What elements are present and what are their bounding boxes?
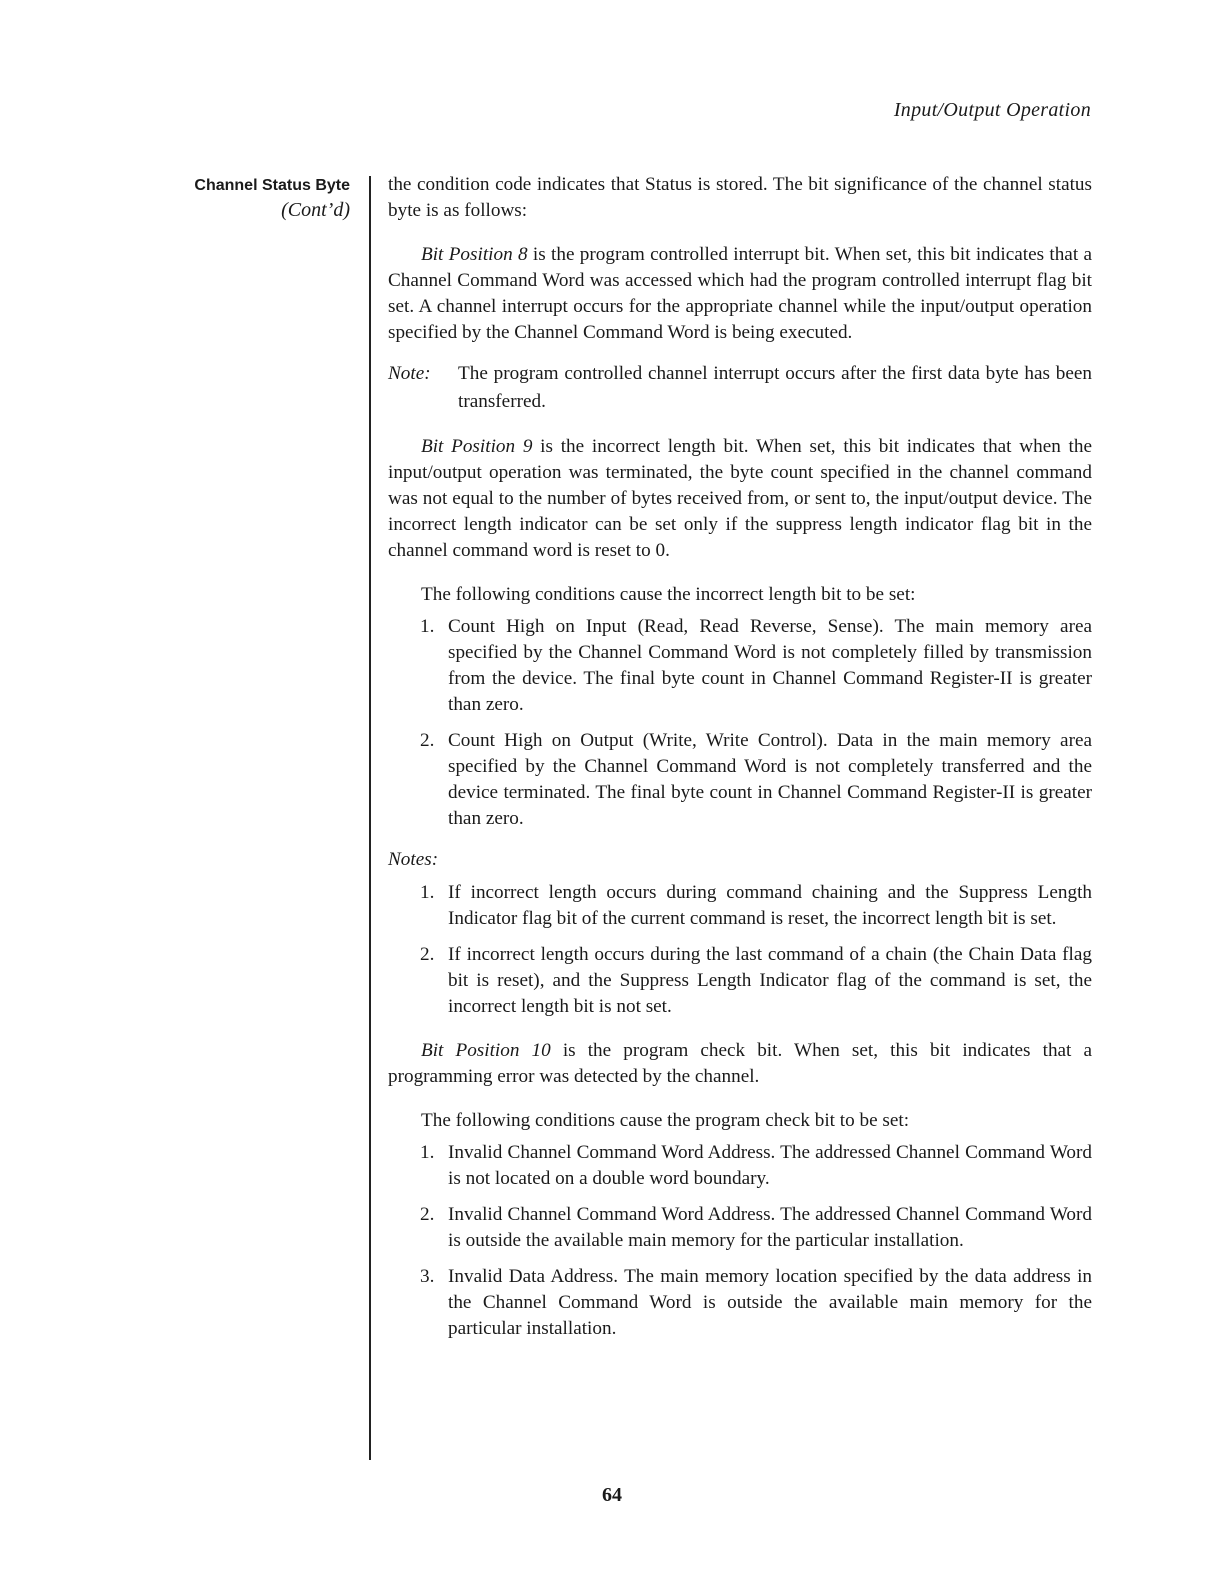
notes-label: Notes:: [388, 849, 439, 870]
margin-rule: [369, 176, 371, 1460]
intro-paragraph: the condition code indicates that Status is stored. The bit significance of the channel status byte is as follows:: [388, 174, 1092, 221]
list-item: [420, 1140, 1092, 1192]
program-check-conditions: [388, 1140, 1092, 1342]
note-text: The program controlled channel interrupt occurs after the first data byte has been transferred.: [458, 363, 1092, 412]
list-item-text: Invalid Channel Command Word Address. The addressed Channel Command Word is outside the available main memory for the particular installation.: [448, 1204, 1092, 1251]
side-heading-title: Channel Status Byte: [194, 177, 350, 194]
bit-9-paragraph: [388, 434, 1092, 564]
list-item: [420, 728, 1092, 832]
list-item-text: Count High on Output (Write, Write Control). Data in the main memory area specified by the Channel Command Word is not completely transferred and the device terminated. The final byte count in Channel Command Register-II is greater than zero.: [448, 730, 1092, 829]
side-heading-continued: (Cont’d): [281, 199, 350, 221]
bit-8-paragraph: [388, 242, 1092, 346]
body-column: [388, 172, 1092, 1342]
list-item-text: Invalid Channel Command Word Address. The addressed Channel Command Word is not located on a double word boundary.: [448, 1142, 1092, 1189]
note-pci: [388, 360, 1092, 416]
bit-9-text: is the incorrect length bit. When set, this bit indicates that when the input/output operation was terminated, the byte count specified in the channel command was not equal to the number of bytes received from, or sent to, the input/output device. The incorrect length indicator can be set only if the suppress length indicator flag bit in the channel command word is reset to 0.: [388, 436, 1092, 561]
incorrect-length-intro: The following conditions cause the incorrect length bit to be set:: [421, 584, 916, 605]
list-item: [420, 1202, 1092, 1254]
list-item-text: Count High on Input (Read, Read Reverse, Sense). The main memory area specified by the Channel Command Word is not completely filled by transmission from the device. The final byte count in Channel Command Register-II is greater than zero.: [448, 616, 1092, 715]
note-label: Note:: [388, 363, 431, 384]
list-item-number: 1.: [420, 882, 435, 903]
bit-9-label: Bit Position 9: [421, 436, 533, 457]
list-item-number: 1.: [420, 1142, 435, 1163]
list-item-number: 2.: [420, 944, 435, 965]
program-check-intro: The following conditions cause the program check bit to be set:: [421, 1110, 910, 1131]
list-item: [420, 1264, 1092, 1342]
bit-8-text: is the program controlled interrupt bit. When set, this bit indicates that a Channel Command Word was accessed which had the program controlled interrupt flag bit set. A channel interrupt occurs for the appropriate channel while the input/output operation specified by the Channel Command Word is being executed.: [388, 244, 1092, 343]
side-heading: [150, 176, 350, 224]
list-item-text: If incorrect length occurs during command chaining and the Suppress Length Indicator flag bit of the current command is reset, the incorrect length bit is set.: [448, 882, 1092, 929]
list-item: [420, 614, 1092, 718]
list-item: [420, 880, 1092, 932]
bit-10-text: is the program check bit. When set, this bit indicates that a programming error was detected by the channel.: [388, 1040, 1092, 1087]
running-head: Input/Output Operation: [893, 99, 1091, 121]
list-item-number: 2.: [420, 1204, 435, 1225]
page-number: 64: [602, 1484, 622, 1506]
list-item-text: If incorrect length occurs during the last command of a chain (the Chain Data flag bit is reset), and the Suppress Length Indicator flag of the command is set, the incorrect length bit is not set.: [448, 944, 1092, 1017]
list-item-text: Invalid Data Address. The main memory location specified by the data address in the Channel Command Word is outside the available main memory for the particular installation.: [448, 1266, 1092, 1339]
list-item-number: 2.: [420, 730, 435, 751]
list-item-number: 1.: [420, 616, 435, 637]
incorrect-length-conditions: [388, 614, 1092, 832]
bit-10-paragraph: [388, 1038, 1092, 1090]
bit-10-label: Bit Position 10: [421, 1040, 551, 1061]
list-item-number: 3.: [420, 1266, 435, 1287]
bit-8-label: Bit Position 8: [421, 244, 528, 265]
notes-list: [388, 880, 1092, 1020]
list-item: [420, 942, 1092, 1020]
